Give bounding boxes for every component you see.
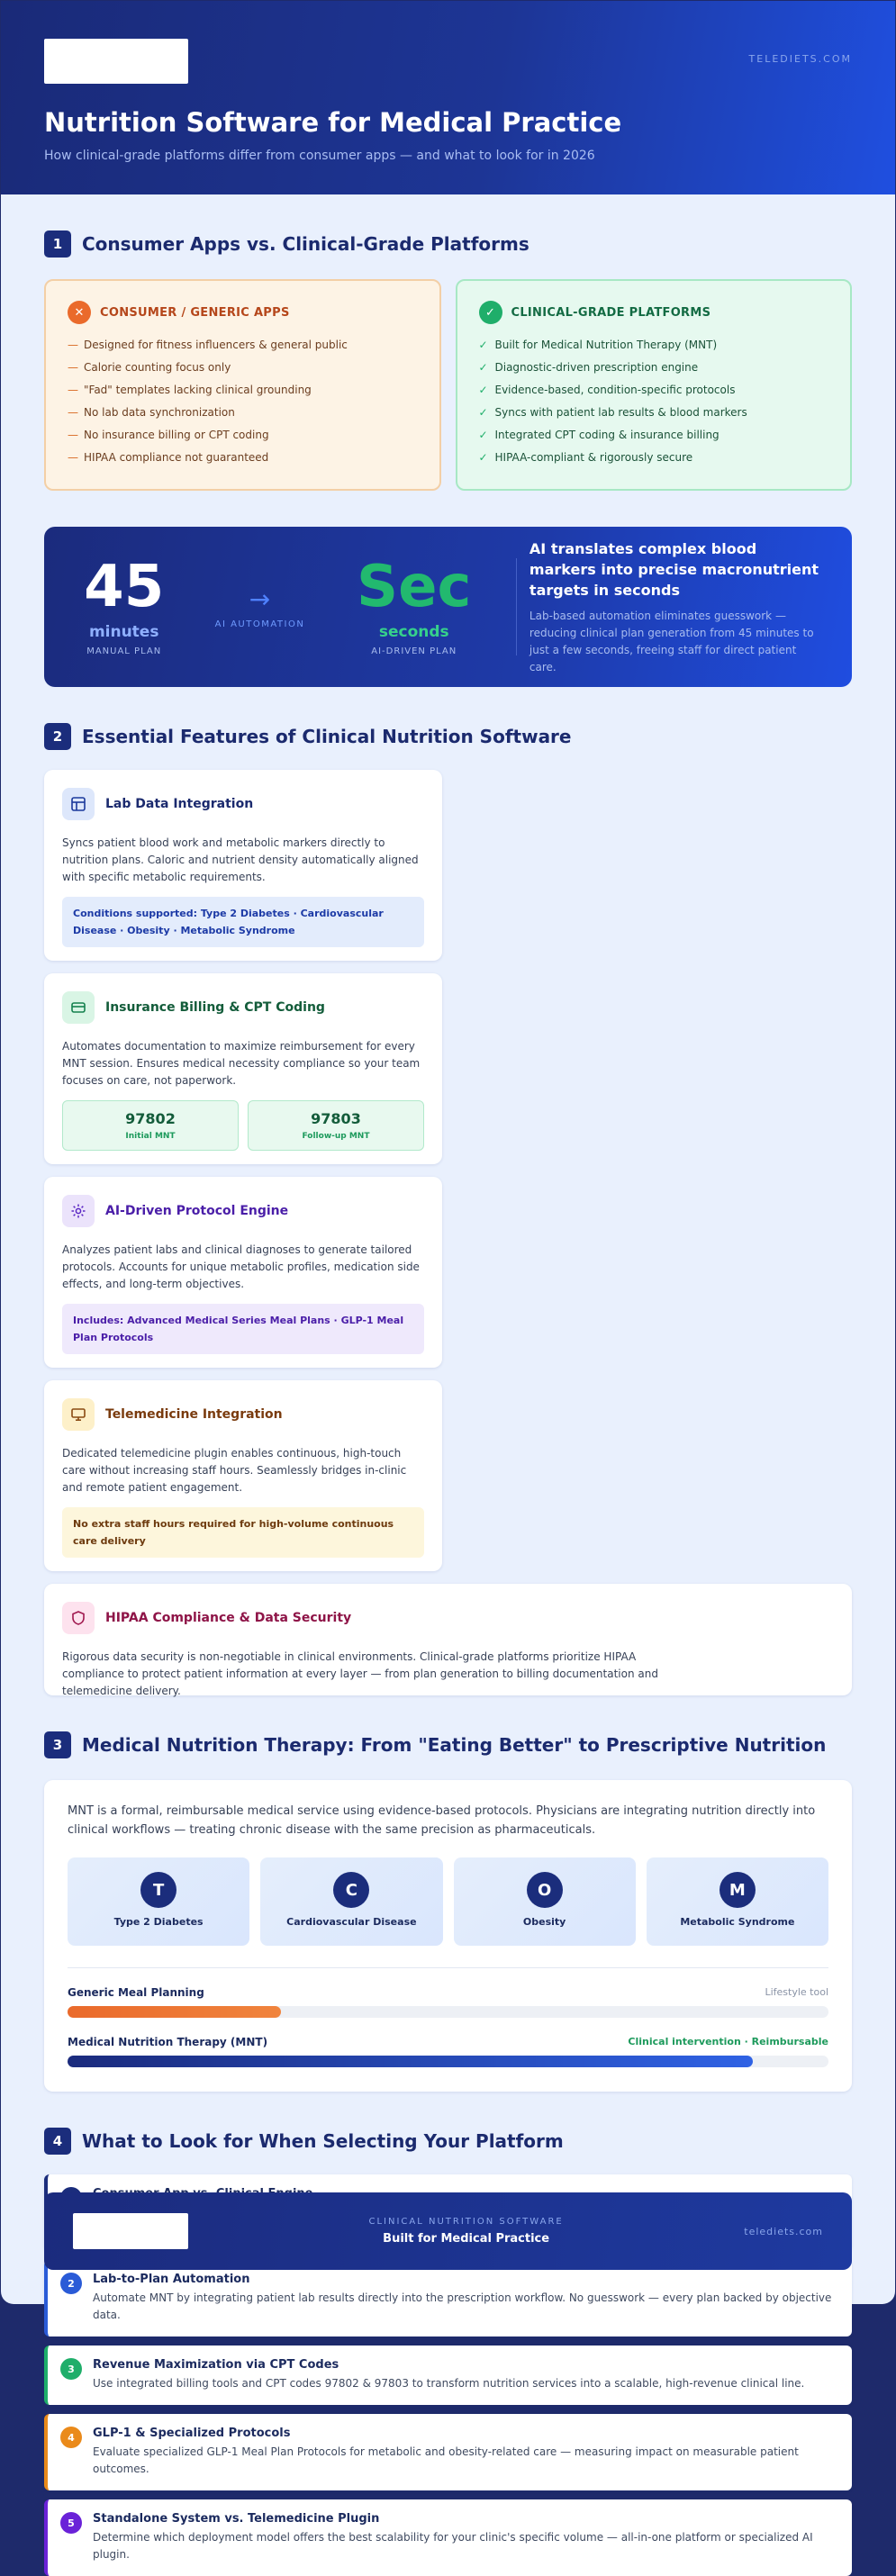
monitor-icon [62, 1398, 95, 1431]
arrow-right-icon: → [249, 584, 271, 614]
condition-label: Type 2 Diabetes [113, 1916, 204, 1928]
list-item-text: Diagnostic-driven prescription engine [494, 361, 699, 374]
feature-note: No extra staff hours required for high-volume continuous care delivery [62, 1507, 424, 1558]
banner-heading: AI translates complex blood markers into precise macronutrient targets in seconds [529, 539, 819, 599]
condition-initial: C [333, 1872, 369, 1908]
banner-paragraph: Lab-based automation eliminates guesswork — reducing clinical plan generation from 45 minutes to just a few seconds, freeing staff for direct patient care. [529, 609, 814, 673]
clinical-card-title: CLINICAL-GRADE PLATFORMS [511, 305, 711, 320]
criteria-item [44, 2414, 852, 2490]
list-item [479, 339, 829, 351]
criteria-body [93, 2358, 804, 2392]
logo-placeholder [44, 39, 188, 84]
criteria-number: 2 [60, 2273, 82, 2294]
banner-text [529, 538, 819, 676]
list-item [479, 361, 829, 374]
footer-center [188, 2217, 744, 2246]
list-item-text: Designed for fitness influencers & general public [84, 339, 348, 351]
feature-header [62, 788, 424, 820]
mnt-intro: MNT is a formal, reimbursable medical service using evidence-based protocols. Physicians are integrating nutrition directly into clinical workflows — treating chronic disease with the same precision as pharmaceuticals. [68, 1804, 816, 1837]
list-item [68, 361, 418, 374]
list-item [479, 406, 829, 419]
section-title: Essential Features of Clinical Nutrition Software [82, 726, 572, 747]
credit-card-icon [62, 991, 95, 1024]
condition-tile [647, 1857, 828, 1946]
list-item [68, 406, 418, 419]
header-domain: TELEDIETS.COM [748, 53, 852, 65]
consumer-list [68, 339, 418, 464]
list-item-text: Built for Medical Nutrition Therapy (MNT) [494, 339, 718, 351]
table-icon [62, 788, 95, 820]
section-title: Medical Nutrition Therapy: From "Eating Better" to Prescriptive Nutrition [82, 1734, 827, 1756]
progress-track [68, 2056, 828, 2067]
list-item [68, 339, 418, 351]
dash-icon: — [68, 339, 78, 351]
bar-header [68, 2036, 828, 2048]
hero-header [1, 1, 895, 194]
condition-tile [454, 1857, 636, 1946]
dash-icon: — [68, 429, 78, 441]
section-number: 1 [44, 230, 71, 258]
criteria-body [93, 2427, 836, 2478]
page-subtitle: How clinical-grade platforms differ from consumer apps — and what to look for in 2026 [44, 149, 595, 163]
feature-description: Automates documentation to maximize reimbursement for every MNT session. Ensures medical necessity compliance so your team focuses on care, not paperwork. [62, 1040, 421, 1087]
list-item [68, 451, 418, 464]
condition-tile [260, 1857, 442, 1946]
condition-label: Obesity [522, 1916, 566, 1928]
feature-description: Syncs patient blood work and metabolic markers directly to nutrition plans. Caloric and nutrient density automatically aligned with specific metabolic requirements. [62, 836, 419, 883]
shield-icon [62, 1602, 95, 1634]
stat-value: Sec [357, 553, 472, 620]
section-2-heading [44, 723, 852, 750]
consumer-apps-card [44, 279, 441, 491]
feature-description: Rigorous data security is non-negotiable in clinical environments. Clinical-grade platforms prioritize HIPAA compliance to protect patient information at every layer — from plan generation to billing documentation and telemedicine delivery. [62, 1650, 658, 1697]
clinical-card-header [479, 301, 829, 324]
feature-title: AI-Driven Protocol Engine [105, 1204, 289, 1218]
dash-icon: — [68, 406, 78, 419]
cpt-code-label: Follow-up MNT [302, 1132, 370, 1141]
footer-label: CLINICAL NUTRITION SOFTWARE [368, 2217, 564, 2227]
feature-title: Lab Data Integration [105, 797, 254, 811]
clinical-list [479, 339, 829, 464]
section-title: What to Look for When Selecting Your Platform [82, 2130, 564, 2152]
footer [44, 2192, 852, 2270]
condition-label: Cardiovascular Disease [286, 1916, 417, 1928]
check-icon: ✓ [478, 361, 488, 374]
feature-card-telemedicine [44, 1380, 442, 1571]
check-icon: ✓ [479, 301, 502, 324]
criteria-title: Lab-to-Plan Automation [93, 2273, 250, 2286]
feature-card-ai-engine [44, 1177, 442, 1368]
footer-title: Built for Medical Practice [383, 2232, 550, 2246]
cpt-code-box [248, 1100, 424, 1151]
ai-plan-stat [348, 553, 480, 656]
dash-icon: — [68, 451, 78, 464]
stat-unit: seconds [378, 622, 449, 641]
condition-tiles [68, 1857, 828, 1946]
consumer-card-title: CONSUMER / GENERIC APPS [100, 305, 290, 320]
criteria-title: Standalone System vs. Telemedicine Plugin [93, 2512, 380, 2526]
feature-title: Telemedicine Integration [105, 1407, 283, 1422]
check-icon: ✓ [478, 384, 488, 396]
bar-header [68, 1986, 828, 1999]
list-item [479, 384, 829, 396]
arrow-label: AI AUTOMATION [214, 619, 305, 629]
generic-meal-planning-bar [68, 2006, 281, 2018]
bar-label: Medical Nutrition Therapy (MNT) [68, 2036, 268, 2048]
page-title: Nutrition Software for Medical Practice [44, 107, 622, 138]
list-item [68, 384, 418, 396]
cpt-code: 97803 [311, 1110, 361, 1127]
feature-header [62, 1398, 424, 1431]
criteria-body [93, 2273, 836, 2324]
criteria-item [44, 2346, 852, 2405]
progress-track [68, 2006, 828, 2018]
list-item-text: Syncs with patient lab results & blood markers [494, 406, 747, 419]
check-icon: ✓ [478, 406, 488, 419]
check-icon: ✓ [478, 429, 488, 441]
feature-card-hipaa [44, 1584, 852, 1695]
feature-card-lab-data [44, 770, 442, 961]
consumer-card-header [68, 301, 418, 324]
stat-banner [44, 527, 852, 687]
feature-note: Includes: Advanced Medical Series Meal Plans · GLP-1 Meal Plan Protocols [62, 1304, 424, 1354]
condition-initial: O [527, 1872, 563, 1908]
cpt-code-box [62, 1100, 239, 1151]
check-icon: ✓ [478, 451, 488, 464]
criteria-number: 3 [60, 2358, 82, 2380]
feature-header [62, 991, 424, 1024]
footer-domain: telediets.com [744, 2225, 823, 2237]
feature-description: Analyzes patient labs and clinical diagnoses to generate tailored protocols. Accounts for unique metabolic profiles, medication side effects, and long-term objectives. [62, 1243, 420, 1290]
list-item [479, 451, 829, 464]
condition-initial: M [720, 1872, 756, 1908]
feature-header [62, 1602, 834, 1634]
stat-value: 45 [84, 553, 165, 620]
footer-logo-placeholder [73, 2213, 188, 2249]
feature-header [62, 1195, 424, 1227]
criteria-description: Automate MNT by integrating patient lab results directly into the prescription workflow. No guesswork — every plan backed by objective data. [93, 2291, 832, 2321]
list-item-text: No insurance billing or CPT coding [84, 429, 269, 441]
bar-label: Generic Meal Planning [68, 1986, 204, 1999]
list-item-text: HIPAA-compliant & rigorously secure [494, 451, 693, 464]
section-3-heading [44, 1731, 852, 1758]
condition-tile [68, 1857, 249, 1946]
features-grid [44, 770, 852, 1695]
criteria-title: Revenue Maximization via CPT Codes [93, 2358, 339, 2372]
divider [68, 1967, 828, 1968]
criteria-number: 5 [60, 2512, 82, 2534]
close-icon: ✕ [68, 301, 91, 324]
list-item-text: HIPAA compliance not guaranteed [84, 451, 269, 464]
automation-arrow [189, 584, 330, 629]
section-number: 3 [44, 1731, 71, 1758]
mnt-bar [68, 2056, 753, 2067]
divider [516, 558, 517, 655]
condition-label: Metabolic Syndrome [680, 1916, 795, 1928]
feature-card-billing [44, 973, 442, 1164]
criteria-body [93, 2512, 836, 2563]
stat-unit: minutes [88, 622, 159, 641]
cpt-code: 97802 [125, 1110, 176, 1127]
criteria-description: Evaluate specialized GLP-1 Meal Plan Protocols for metabolic and obesity-related care — measuring impact on measurable patient outcomes. [93, 2445, 799, 2475]
feature-description: Dedicated telemedicine plugin enables continuous, high-touch care without increasing staff hours. Seamlessly bridges in-clinic and remote patient engagement. [62, 1447, 407, 1494]
list-item-text: No lab data synchronization [84, 406, 235, 419]
condition-initial: T [140, 1872, 176, 1908]
bar-tag: Lifestyle tool [765, 1986, 828, 1998]
list-item-text: Calorie counting focus only [84, 361, 231, 374]
criteria-description: Use integrated billing tools and CPT codes 97802 & 97803 to transform nutrition services into a scalable, high-revenue clinical line. [93, 2377, 805, 2390]
criteria-item [44, 2260, 852, 2336]
feature-note: Conditions supported: Type 2 Diabetes · Cardiovascular Disease · Obesity · Metabolic Syndrome [62, 897, 424, 947]
section-1-heading [44, 230, 852, 258]
cpt-code-label: Initial MNT [125, 1132, 176, 1141]
mnt-card [44, 1780, 852, 2092]
section-number: 4 [44, 2128, 71, 2155]
clinical-platforms-card [456, 279, 853, 491]
feature-title: HIPAA Compliance & Data Security [105, 1611, 352, 1625]
list-item-text: Evidence-based, condition-specific protocols [494, 384, 736, 396]
dash-icon: — [68, 384, 78, 396]
criteria-number: 4 [60, 2427, 82, 2448]
sparkle-icon [62, 1195, 95, 1227]
criteria-item [44, 2499, 852, 2576]
stat-label: AI-DRIVEN PLAN [371, 646, 457, 656]
criteria-title: GLP-1 & Specialized Protocols [93, 2427, 291, 2440]
page [1, 1, 895, 2561]
feature-title: Insurance Billing & CPT Coding [105, 1000, 325, 1015]
section-number: 2 [44, 723, 71, 750]
cpt-codes [62, 1100, 424, 1151]
list-item [479, 429, 829, 441]
list-item-text: Integrated CPT coding & insurance billing [494, 429, 720, 441]
manual-plan-stat [77, 553, 171, 656]
section-4-heading [44, 2128, 852, 2155]
list-item-text: "Fad" templates lacking clinical grounding [84, 384, 312, 396]
comparison-panel [44, 279, 852, 491]
dash-icon: — [68, 361, 78, 374]
criteria-description: Determine which deployment model offers the best scalability for your clinic's specific volume — all-in-one platform or specialized AI plugin. [93, 2531, 813, 2561]
section-title: Consumer Apps vs. Clinical-Grade Platforms [82, 233, 529, 255]
stat-label: MANUAL PLAN [86, 646, 162, 656]
list-item [68, 429, 418, 441]
check-icon: ✓ [478, 339, 488, 351]
bar-tag: Clinical intervention · Reimbursable [628, 2036, 828, 2047]
